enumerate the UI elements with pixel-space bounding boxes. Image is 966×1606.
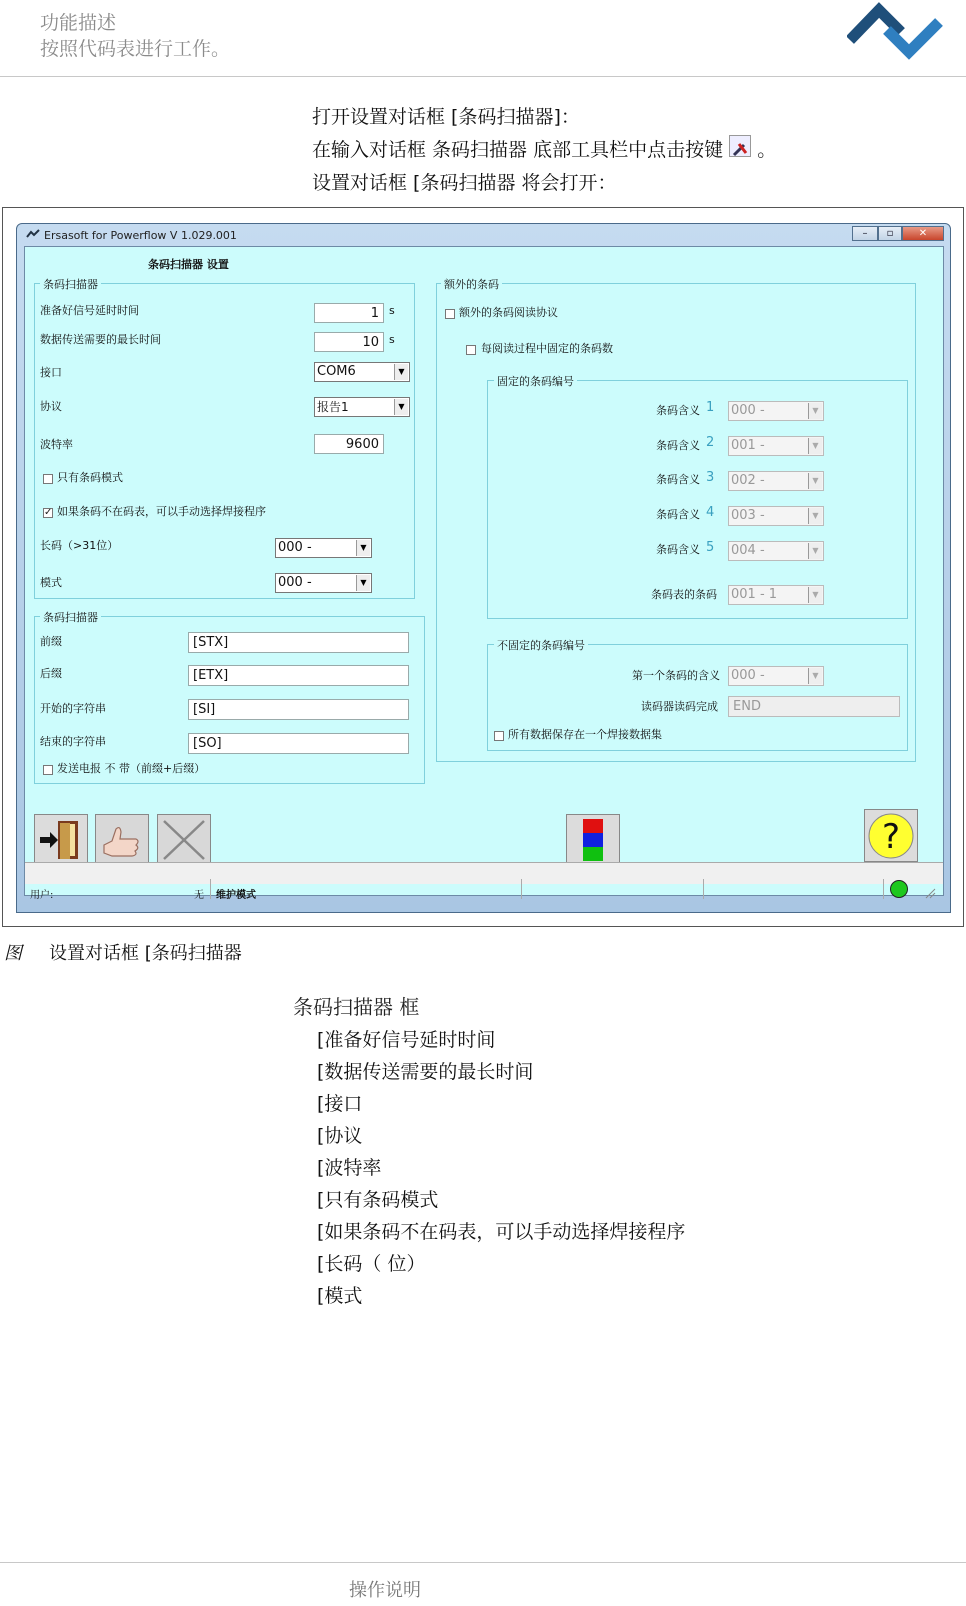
barcode-meaning-label-4: 条码含义 [656, 508, 700, 521]
dialog-heading: 条码扫描器 设置 [148, 258, 229, 271]
first-barcode-value: 000 - [731, 668, 765, 683]
header-title: 功能描述 [40, 12, 117, 34]
protocol-select[interactable] [314, 397, 410, 417]
list-item: [模式 [317, 1285, 363, 1307]
barcode-meaning-value-1: 000 - [731, 403, 765, 418]
barcode-meaning-num-2: 2 [706, 435, 715, 450]
exit-button[interactable] [34, 814, 88, 866]
suffix-input[interactable]: [ETX] [188, 665, 409, 686]
suffix-label: 后缀 [40, 667, 62, 680]
status-divider [883, 879, 884, 899]
chevron-down-icon: ▼ [808, 543, 822, 559]
prefix-input[interactable]: [STX] [188, 632, 409, 653]
list-item: [长码（ 位） [317, 1253, 426, 1275]
intro-line-1: 打开设置对话框 [条码扫描器]： [312, 106, 580, 128]
mode-label: 模式 [40, 576, 62, 589]
close-button[interactable]: ✕ [902, 226, 944, 241]
list-item: [协议 [317, 1125, 363, 1147]
figure-caption: 设置对话框 [条码扫描器 [49, 943, 242, 964]
maximize-button[interactable]: ▫ [878, 226, 902, 241]
long-code-select[interactable] [275, 538, 372, 558]
save-all-checkbox[interactable] [494, 731, 504, 741]
max-time-input[interactable]: 10 [314, 332, 384, 352]
barcode-meaning-num-4: 4 [706, 505, 715, 520]
port-label: 接口 [40, 366, 62, 379]
ok-button[interactable] [95, 814, 149, 866]
baud-input[interactable]: 9600 [314, 434, 384, 454]
status-user-label: 用户: [30, 890, 54, 901]
section-item-list [317, 1024, 685, 1312]
manual-select-checkbox[interactable]: ✓ [44, 507, 53, 518]
color-blocks-icon [567, 815, 619, 865]
barcode-meaning-label-2: 条码含义 [656, 439, 700, 452]
list-item: [接口 [317, 1093, 363, 1115]
cancel-button[interactable] [157, 814, 211, 866]
start-string-input[interactable]: [SI] [188, 699, 409, 720]
only-barcode-label: 只有条码模式 [57, 471, 123, 484]
minimize-button[interactable]: – [852, 226, 878, 241]
chevron-down-icon: ▼ [394, 364, 408, 380]
delay-unit: s [389, 304, 395, 317]
chevron-down-icon: ▼ [808, 473, 822, 489]
window-controls [852, 226, 944, 241]
mode-select-value: 000 - [278, 575, 312, 590]
intro-line-2 [312, 133, 776, 167]
cancel-x-icon [158, 815, 210, 865]
reader-done-label: 读码器读码完成 [641, 700, 718, 713]
barcode-meaning-value-2: 001 - [731, 438, 765, 453]
barcode-meaning-label-3: 条码含义 [656, 473, 700, 486]
intro-line-2-end: 。 [757, 139, 777, 161]
only-barcode-checkbox[interactable] [43, 474, 53, 484]
max-time-unit: s [389, 333, 395, 346]
prefix-label: 前缀 [40, 635, 62, 648]
barcode-meaning-value-5: 004 - [731, 543, 765, 558]
list-item: [只有条码模式 [317, 1189, 439, 1211]
chevron-down-icon: ▼ [808, 587, 822, 603]
help-question-icon [865, 810, 917, 861]
svg-text:?: ? [881, 817, 901, 857]
color-settings-button[interactable] [566, 814, 620, 866]
status-bar [25, 862, 943, 884]
extra-protocol-label: 额外的条码阅读协议 [459, 306, 558, 319]
section-title: 条码扫描器 框 [293, 995, 420, 1019]
barcode-meaning-num-1: 1 [706, 400, 715, 415]
delay-label: 准备好信号延时时间 [40, 304, 139, 317]
start-string-label: 开始的字符串 [40, 702, 106, 715]
send-telegram-checkbox[interactable] [43, 765, 53, 775]
header-subtitle: 按照代码表进行工作。 [40, 38, 231, 60]
extra-barcode-group-title: 额外的条码 [441, 276, 502, 292]
intro-line-3: 设置对话框 [条码扫描器 将会打开： [312, 172, 617, 194]
fixed-count-checkbox[interactable] [466, 345, 476, 355]
barcode-meaning-select-4[interactable] [728, 506, 824, 526]
list-item: [准备好信号延时时间 [317, 1029, 496, 1051]
first-barcode-select[interactable] [728, 666, 824, 686]
thumbs-up-icon [96, 815, 148, 865]
status-led-icon [890, 880, 908, 898]
long-code-label: 长码（>31位） [40, 539, 119, 552]
chevron-down-icon: ▼ [356, 575, 370, 591]
barcode-meaning-label-1: 条码含义 [656, 404, 700, 417]
fixed-barcode-group-title: 固定的条码编号 [494, 373, 577, 389]
save-all-label: 所有数据保存在一个焊接数据集 [508, 728, 662, 741]
protocol-select-value: 报告1 [317, 400, 349, 414]
scanner-settings-group-title: 条码扫描器 [40, 276, 101, 292]
port-select[interactable] [314, 362, 410, 382]
figure-label: 图 [4, 943, 22, 964]
chevron-down-icon: ▼ [808, 438, 822, 454]
barcode-meaning-label-5: 条码含义 [656, 543, 700, 556]
barcode-meaning-num-3: 3 [706, 470, 715, 485]
scanner-strings-group-title: 条码扫描器 [40, 609, 101, 625]
delay-input[interactable]: 1 [314, 303, 384, 323]
send-telegram-label: 发送电报 不 带（前缀+后缀） [57, 762, 206, 775]
barcode-meaning-num-5: 5 [706, 540, 715, 555]
list-item: [波特率 [317, 1157, 382, 1179]
end-string-input[interactable]: [SO] [188, 733, 409, 754]
barcode-meaning-value-3: 002 - [731, 473, 765, 488]
barcode-meaning-value-4: 003 - [731, 508, 765, 523]
max-time-label: 数据传送需要的最长时间 [40, 333, 161, 346]
settings-tool-icon [729, 135, 751, 157]
manual-select-label: 如果条码不在码表，可以手动选择焊接程序 [57, 505, 266, 518]
chevron-down-icon: ▼ [394, 399, 408, 415]
help-button[interactable] [864, 809, 918, 862]
first-barcode-label: 第一个条码的含义 [632, 669, 720, 682]
intro-line-2-text: 在输入对话框 条码扫描器 底部工具栏中点击按键 [312, 139, 724, 161]
extra-protocol-checkbox[interactable] [445, 309, 455, 319]
resize-grip-icon[interactable] [924, 887, 936, 899]
barcode-meaning-select-2[interactable] [728, 436, 824, 456]
table-barcode-select[interactable] [728, 585, 824, 605]
footer-text: 操作说明 [349, 1580, 421, 1601]
variable-barcode-group-title: 不固定的条码编号 [494, 637, 588, 653]
company-logo [847, 2, 945, 62]
chevron-down-icon: ▼ [808, 508, 822, 524]
exit-door-icon [35, 815, 87, 865]
table-barcode-label: 条码表的条码 [651, 588, 717, 601]
mode-select[interactable] [275, 573, 372, 593]
barcode-meaning-select-3[interactable] [728, 471, 824, 491]
barcode-meaning-select-1[interactable] [728, 401, 824, 421]
protocol-label: 协议 [40, 400, 62, 413]
status-divider [703, 879, 704, 899]
port-select-value: COM6 [317, 364, 356, 379]
fixed-count-label: 每阅读过程中固定的条码数 [481, 342, 613, 355]
chevron-down-icon: ▼ [808, 668, 822, 684]
status-mode: 维护模式 [216, 890, 256, 901]
status-user-value: 无 [194, 890, 204, 901]
list-item: [数据传送需要的最长时间 [317, 1061, 534, 1083]
baud-label: 波特率 [40, 438, 73, 451]
table-barcode-value: 001 - 1 [731, 587, 778, 602]
window-title: Ersasoft for Powerflow V 1.029.001 [44, 229, 237, 242]
status-divider [521, 879, 522, 899]
list-item: [如果条码不在码表，可以手动选择焊接程序 [317, 1221, 686, 1243]
chevron-down-icon: ▼ [808, 403, 822, 419]
app-logo-icon [26, 229, 40, 239]
barcode-meaning-select-5[interactable] [728, 541, 824, 561]
status-divider [210, 879, 211, 899]
header-divider [0, 76, 966, 77]
reader-done-input[interactable]: END [728, 696, 900, 717]
chevron-down-icon: ▼ [356, 540, 370, 556]
footer-divider [0, 1562, 966, 1563]
long-code-select-value: 000 - [278, 540, 312, 555]
end-string-label: 结束的字符串 [40, 735, 106, 748]
